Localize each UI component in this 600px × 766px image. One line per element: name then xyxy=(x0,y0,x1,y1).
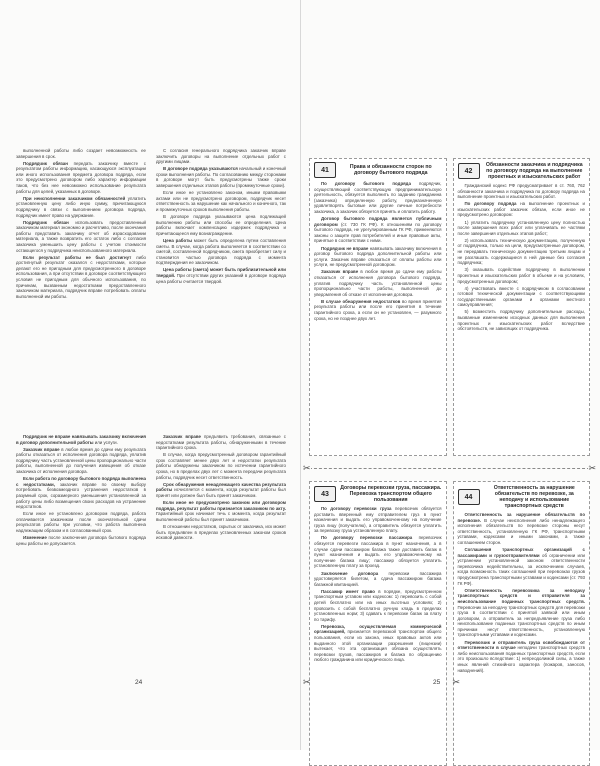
paragraph xyxy=(314,589,442,623)
left-page xyxy=(0,0,300,750)
card-body xyxy=(458,183,586,332)
paragraph-lead: При неисполнении заказчиком обязанностей xyxy=(23,195,126,201)
paragraph-text: (ст. 730 ГК РФ). К отношениям по договору бытового подряда, не урегулированным ГК РФ, применяются законы о защите прав потребителей и иные правовые акты, принятые в соответствии с ними. xyxy=(314,221,442,244)
paragraph-lead: Подрядчик обязан xyxy=(23,219,69,225)
paragraph-text: заказчик вправе по своему выбору потребовать безвозмездного устранения недостатков в разумный срок, соразмерного уменьшения установленной за работу цены либо возмещения своих расходов на устранение недостатков. xyxy=(16,481,146,510)
paragraph xyxy=(156,214,286,236)
card-row-bottom xyxy=(309,481,590,766)
paragraph xyxy=(458,201,586,218)
paragraph-text: на выполнение проектных и изыскательских работ заказчик обязан, если иное не предусмотрено договором: xyxy=(457,201,585,218)
paragraph-text: 1) уплатить подрядчику установленную цену полностью после завершения всех работ или уплачивать ее частями после завершения отдельных этапов работ; xyxy=(457,219,585,236)
card-title: Права и обязанности сторон по договору бытового подряда xyxy=(349,164,432,176)
paragraph xyxy=(16,148,146,159)
card-number-badge: 42 xyxy=(458,163,480,179)
card-title: Обязанности заказчика и подрядчика по договору подряда на выполнение проектных и изыскательских работ xyxy=(485,162,583,180)
card-number-badge: 44 xyxy=(458,489,480,505)
card-number-badge: 41 xyxy=(314,162,336,178)
paragraph xyxy=(314,299,442,321)
paragraph xyxy=(458,588,586,638)
paragraph-text: В случае, когда предусмотренный договором гарантийный срок составляет менее двух лет и недостатки результата работы обнаружены заказчиком по истечении гарантийного срока, но в пределах двух лет с момента передачи результата работы, подрядчик несет ответственность. xyxy=(156,452,286,480)
paragraph-lead: Подрядчик не вправе xyxy=(321,245,369,251)
paragraph xyxy=(458,512,586,546)
paragraph-lead: Заключение договора xyxy=(321,570,379,576)
paragraph xyxy=(16,255,146,300)
card-header xyxy=(458,162,586,180)
paragraph xyxy=(156,267,286,284)
paragraph-text: навязывать заказчику включения в договор бытового подряда дополнительной работы или услуги. Заказчик вправе отказаться от оплаты работы или услуги, не предусмотренной договором. xyxy=(314,245,442,268)
paragraph-text: после заключения договора бытового подряда цены работы не допускается. xyxy=(16,535,146,546)
paragraph xyxy=(156,500,286,522)
paragraph xyxy=(458,547,586,586)
card-43 xyxy=(309,481,447,766)
paragraph-text: или услуги. xyxy=(94,439,118,445)
paragraph xyxy=(458,286,586,308)
card-header xyxy=(314,485,442,503)
paragraph xyxy=(156,190,286,212)
paragraph-lead: Если иное не предусмотрено законом или договором подряда, результат работы признается заказчиком по акту. xyxy=(156,500,286,511)
paragraph xyxy=(156,238,286,266)
paragraph-lead: Подрядчик обязан xyxy=(23,160,68,166)
left-top-column-1 xyxy=(16,148,146,301)
scissors-icon: ✂ xyxy=(452,677,460,687)
paragraph-lead: Если работа по договору бытового подряда выполнена с недостатками, xyxy=(16,476,146,487)
paragraph-text: в порядке, предусмотренном транспортным уставом или кодексом: 1) перевозить с собой детей бесплатно или на иных льготных условиях; 2) провозить с собой бесплатно ручную кладь в пределах установленных норм; 3) сдавать к перевозке багаж за плату по тарифу. xyxy=(314,588,442,622)
paragraph-lead: По договору подряда xyxy=(464,201,517,207)
paragraph-lead: Перевозка, осуществляемая коммерческой организацией, xyxy=(314,623,442,635)
paragraph-lead: Заказчик вправе xyxy=(163,434,201,439)
card-row-top xyxy=(309,158,590,456)
paragraph-lead: По договору перевозки груза xyxy=(321,506,392,511)
paragraph-lead: Пассажир имеет право xyxy=(321,588,375,594)
page-number-right: 25 xyxy=(433,679,441,686)
paragraph-lead: Изменение xyxy=(23,535,47,541)
paragraph-text: При отсутствии других указаний в договоре подряда цена работы считается твердой. xyxy=(156,272,286,284)
paragraph-text: Если иное не установлено договором подряда, работа оплачивается заказчиком после окончательной сдачи результатов работы при условии, что работа выполнена надлежащим образом и в согласованный срок. xyxy=(16,511,146,533)
paragraph-text: неподачи транспортных средств либо неиспользования поданных транспортных средств, если это произошло вследствие: 1) непреодолимой силы, а также иных явлений стихийного характера (пожаров, заносов, наводнений). xyxy=(457,645,585,673)
paragraph xyxy=(16,161,146,195)
paragraph-lead: По договору перевозки пассажира xyxy=(321,535,413,541)
paragraph-text: об ограничении или устранении установленной законом ответственности перевозчика недействительны, за исключением случаев, когда возможность таких соглашений при перевозках грузов предусмотрена транспортными уставами и кодексами (ст. 793 ГК РФ). xyxy=(457,552,585,586)
paragraph xyxy=(314,181,442,215)
paragraph-lead: Ответственность за нарушение обязательств по перевозке. xyxy=(457,512,585,523)
paragraph xyxy=(314,571,442,588)
paragraph-text: в любое время до сдачи ему результата работы отказаться от исполнения договора подряда, уплатив подрядчику часть установленной цены пропорционально части работы, выполненной до получения извещения об отказе заказчика от исполнения договора. xyxy=(16,446,146,475)
paragraph-lead: Договор бытового подряда является публичным договором xyxy=(314,216,442,227)
paragraph-text: Гражданский кодекс РФ предусматривает в ст. 760, 762 обязанности заказчика и подрядчика по договору подряда на выполнение проектных и изыскательских работ. xyxy=(457,183,585,200)
paragraph xyxy=(16,535,146,546)
paragraph-text: В договоре подряда указываются цена подлежащей выполнению работы или способы ее определения. Цена работы включает компенсацию издержек подрядчика и причитающееся ему вознаграждение. xyxy=(156,214,286,236)
paragraph xyxy=(458,640,586,674)
paragraph-text: использовать предоставленный заказчиком материал экономно и расчетливо, после окончания работы представить заказчику отчет об израсходовании материала, а также возвратить его остаток либо с согласия заказчика уменьшить цену работы с учетом стоимости остающегося у подрядчика неиспользованного материала. xyxy=(16,219,146,253)
paragraph xyxy=(458,267,586,284)
paragraph xyxy=(458,183,586,200)
page-number-left: 24 xyxy=(135,679,143,686)
paragraph-lead: Цена работы xyxy=(163,237,192,243)
paragraph-lead: Перевозчик и отправитель груза освобождаются от ответственности в случае xyxy=(457,639,585,651)
paragraph-text: В случае неисполнения либо ненадлежащего исполнения обязательств по перевозке стороны несут ответственность, установленную ГК РФ, транспортными уставами, кодексами и иными законами, а также соглашением сторон. xyxy=(457,517,585,545)
card-42 xyxy=(453,158,591,456)
paragraph xyxy=(458,220,586,237)
paragraph-lead: Ответственность перевозчика за неподачу транспортных средств и отправителя за неиспользование поданных транспортных средств. xyxy=(457,587,585,604)
paragraph xyxy=(156,148,286,165)
paragraph xyxy=(156,452,286,480)
paragraph-text: либо достигнутый результат оказался с недостатками, которые делают его не пригодным для предусмотренного в договоре использования, а при отсутствии в договоре соответствующего условия не пригодным для обычного использования, по причинам, вызванным недостатками предоставленного заказчиком материала, подрядчик вправе потребовать оплаты выполненной им работы. xyxy=(16,254,146,299)
paragraph-text: Если иное не установлено законом, иными правовыми актами или не предусмотрено договором, подрядчик несет ответственность за нарушение как начального и конечного, так и промежуточных сроков выполнения работы. xyxy=(156,190,286,212)
paragraph-lead: Заказчик вправе xyxy=(23,446,60,452)
card-44 xyxy=(453,481,591,766)
paragraph xyxy=(156,434,286,451)
paragraph xyxy=(314,246,442,268)
paragraph xyxy=(314,269,442,297)
left-top-text-block xyxy=(16,148,286,388)
paragraph-text: во время принятия результата работы или после его принятия в течение гарантийного срока, а если он не установлен, — разумного срока, но не позднее двух лет. xyxy=(314,298,442,321)
paragraph xyxy=(314,535,442,569)
cut-line-middle xyxy=(303,463,596,485)
left-bottom-column-1 xyxy=(16,434,146,548)
card-body xyxy=(314,506,442,663)
right-page xyxy=(300,0,600,750)
paragraph-lead: По договору бытового подряда xyxy=(321,181,411,186)
paragraph-lead: Срок обнаружения ненадлежащего качества результата работы xyxy=(156,481,286,493)
card-body xyxy=(458,512,586,673)
paragraph xyxy=(458,309,586,331)
scissors-icon: ✂ xyxy=(303,463,311,473)
paragraph-lead: Цена работы (смета) может быть приблизительной или твердой. xyxy=(156,267,286,278)
paragraph xyxy=(314,216,442,244)
paragraph-text: 2) использовать техническую документацию, полученную от подрядчика, только на цели, предусмотренные договором, не передавать техническую документацию третьим лицам и не разглашать содержащиеся в ней данные без согласия подрядчика; xyxy=(457,237,585,266)
paragraph-text: перевозчик обязуется перевезти пассажира в пункт назначения, а в случае сдачи пассажиром багажа также доставить багаж в пункт назначения и выдать его управомоченному на получение багажа лицу; пассажир обязуется уплатить установленную плату за проезд. xyxy=(314,535,442,569)
card-header xyxy=(314,162,442,178)
paragraph-text: уплатить установленную цену либо иную сумму, причитающуюся подрядчику в связи с выполнением договора подряда, подрядчик имеет право на удержание. xyxy=(16,195,146,218)
card-body xyxy=(314,181,442,321)
paragraph-text: С согласия генерального подрядчика заказчик вправе заключить договоры на выполнение отдельных работ с другими лицами. xyxy=(156,148,286,165)
paragraph xyxy=(314,624,442,663)
scissors-icon: ✂ xyxy=(588,463,596,473)
paragraph-text: подрядчик, осуществляющий соответствующую предпринимательскую деятельность, обязуется выполнить по заданию гражданина (заказчика) определенную работу, предназначенную удовлетворять бытовые или другие личные потребности заказчика, а заказчик обязуется принять и оплатить работу. xyxy=(314,181,442,214)
paragraph-text: исчисляется с момента, когда результат работы был принят или должен был быть принят заказчиком. xyxy=(156,487,286,498)
left-bottom-column-2 xyxy=(156,434,286,548)
paragraph-lead: Соглашения транспортных организаций с пассажирами и грузоотправителями xyxy=(457,547,585,558)
card-title: Договоры перевозки груза, пассажира. Перевозка транспортом общего пользования xyxy=(340,485,442,503)
paragraph-text: передать заказчику вместе с результатом работы информацию, касающуюся эксплуатации или иного использования предмета договора подряда, если это предусмотрено договором либо характер информации таков, что без нее невозможно использование результата работы для целей, указанных в договоре. xyxy=(16,160,146,194)
paragraph-lead: Подрядчик не вправе навязывать заказчику включения в договор дополнительной работы xyxy=(16,434,146,445)
paragraph xyxy=(314,506,442,534)
paragraph-text: 4) участвовать вместе с подрядчиком в согласовании готовой технической документации с соответствующими государственными органами и органами местного самоуправления; xyxy=(457,285,585,308)
paragraph xyxy=(16,476,146,510)
card-title: Ответственность за нарушение обязательств по перевозке, за неподачу и использование транспортных средств xyxy=(493,485,575,509)
left-top-column-2 xyxy=(156,148,286,301)
paragraph xyxy=(16,220,146,254)
paragraph-lead: В случае обнаружения недостатков xyxy=(321,298,401,304)
paragraph-text: перевозчик обязуется доставить вверенный ему отправителем груз в пункт назначения и выдать его управомоченному на получение груза лицу (получателю), а отправитель обязуется уплатить за перевозку груза установленную плату. xyxy=(314,506,442,534)
paragraph xyxy=(16,434,146,445)
paragraph xyxy=(458,238,586,266)
paragraph-lead: Если результат работы не был достигнут xyxy=(23,254,132,260)
paragraph xyxy=(156,166,286,188)
paragraph xyxy=(16,196,146,218)
paragraph-text: начальный и конечный сроки выполнения работы. По согласованию между сторонами в договоре могут быть предусмотрены также сроки завершения отдельных этапов работы (промежуточные сроки). xyxy=(156,166,286,189)
paragraph xyxy=(156,524,286,541)
paragraph xyxy=(16,447,146,475)
paragraph-text: 3) оказывать содействие подрядчику в выполнении проектных и изыскательских работ в объеме и на условиях, предусмотренных договором; xyxy=(457,267,585,284)
left-bottom-text-block xyxy=(16,434,286,674)
paragraph-text: в любое время до сдачи ему работы отказаться от исполнения договора бытового подряда, уплатив подрядчику часть установленной цены пропорционально части работы, выполненной до уведомления об отказе от исполнения договора. xyxy=(314,269,442,297)
paragraph-text: выполненной работы либо создает невозможность ее завершения в срок. xyxy=(16,148,146,159)
paragraph xyxy=(16,511,146,533)
card-number-badge: 43 xyxy=(314,486,336,502)
paragraph xyxy=(156,482,286,499)
paragraph-lead: Заказчик вправе xyxy=(321,269,359,275)
scissors-icon: ✂ xyxy=(303,677,311,687)
paragraph-text: предъявить требования, связанные с недостатками результата работы, обнаруженными в течение гарантийного срока. xyxy=(156,434,286,451)
paragraph-text: признается перевозкой транспортом общего пользования, если из закона, иных правовых актов или выданного этой организации разрешения (лицензии) вытекает, что эта организация обязана осуществлять перевозки грузов, пассажиров и багажа по обращению любого гражданина или юридического лица. xyxy=(314,629,442,663)
paragraph-text: Гарантийный срок начинает течь с момента, когда результат выполненной работы был принят заказчиком. xyxy=(156,511,286,522)
card-41 xyxy=(309,158,447,456)
paragraph-text: 5) возместить подрядчику дополнительные расходы, вызванные изменением исходных данных для выполнения проектных и изыскательских работ вследствие обстоятельств, не зависящих от подрядчика. xyxy=(457,309,585,332)
paragraph-text: может быть определена путем составления сметы. В случае, когда работа выполняется в соответствии со сметой, составленной подрядчиком, смета приобретает силу и становится частью договора подряда с момента подтверждения ее заказчиком. xyxy=(156,237,286,266)
paragraph-lead: В договоре подряда указываются xyxy=(163,166,238,172)
paragraph-text: В отношении недостатков, скрытых от заказчика, иск может быть предъявлен в пределах установленных законом сроков исковой давности. xyxy=(156,523,286,541)
paragraph-text: перевозки пассажира удостоверяется билетом, а сдача пассажиром багажа багажной квитанцией. xyxy=(314,570,442,587)
paragraph-text: Перевозчик за неподачу транспортных средств для перевозки груза в соответствии с принятой заявкой или иным договором, а отправитель за непредъявление груза либо неиспользование поданных транспортных средств по иным причинам несут ответственность, установленную транспортными уставами и кодексами. xyxy=(457,604,585,638)
card-header xyxy=(458,485,586,509)
